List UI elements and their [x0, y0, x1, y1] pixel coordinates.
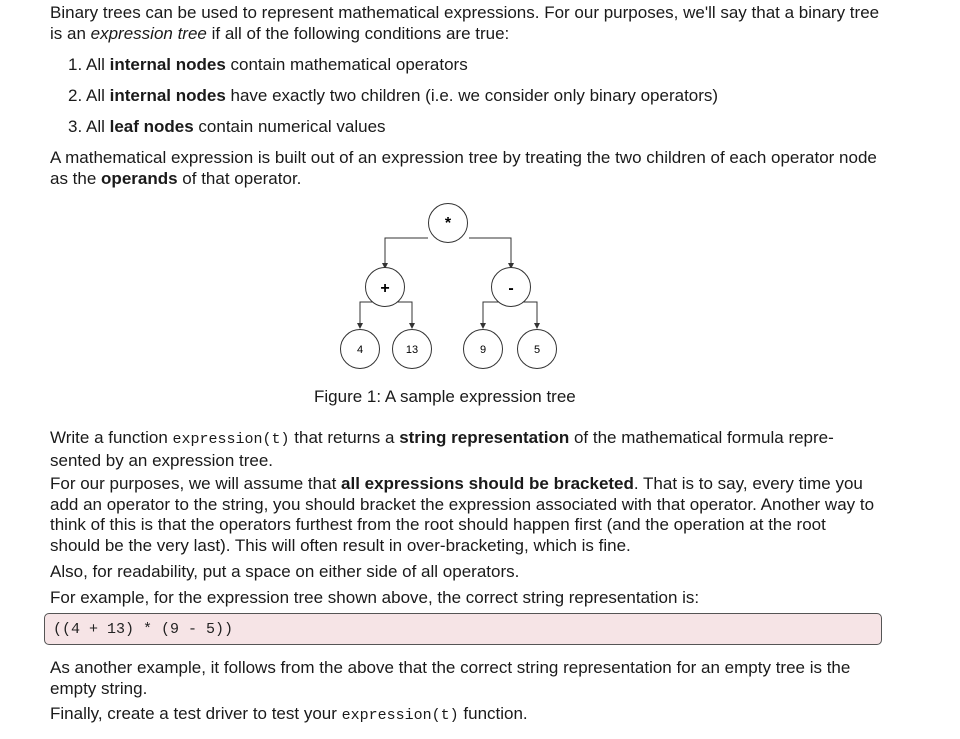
task-text: that returns a [289, 428, 400, 447]
example-code-block [44, 613, 882, 645]
intro-emphasis: expression tree [90, 23, 207, 43]
condition-text: All [85, 86, 110, 105]
condition-bold: internal nodes [109, 55, 226, 74]
final-text-end: function. [458, 704, 528, 723]
tree-node-left [366, 268, 405, 307]
right-operator-label: - [508, 280, 514, 297]
bracket-text: For our purposes, we will assume that [50, 474, 342, 493]
tree-leaf [341, 330, 380, 369]
function-name-code: expression(t) [172, 431, 290, 448]
condition-text: contain mathematical operators [225, 55, 468, 74]
tree-leaf [393, 330, 432, 369]
condition-text: All [85, 117, 110, 136]
figure-caption: Figure 1: A sample expression tree [314, 387, 576, 406]
final-paragraph [50, 704, 880, 727]
final-text: Finally, create a test driver to test your [50, 704, 342, 723]
condition-text: contain numerical values [193, 117, 386, 136]
tree-node-root [429, 204, 468, 243]
task-text-end: of the mathematical formula repre- sented by an expression tree. [50, 428, 834, 470]
leaf-value: 9 [479, 344, 487, 356]
condition-number: 2. [68, 86, 83, 105]
empty-tree-paragraph: As another example, it follows from the above that the correct string representation for an empty tree is the empty string. [50, 658, 851, 698]
bracket-bold: all expressions should be bracketed [341, 474, 634, 493]
tree-leaf [464, 330, 503, 369]
intro-text: Binary trees can be used to represent mathematical expressions. For our purposes, we'll say that a binary tree is an [50, 3, 880, 43]
example-code-text: ((4 + 13) * (9 - 5)) [53, 621, 234, 638]
intro-text-end: if all of the following conditions are true: [206, 23, 510, 43]
leaf-value: 13 [405, 344, 419, 356]
bracket-text-end: . That is to say, every time you add an operator to the string, you should bracket the expression associated with that operator. Another way to think of this is that the operators furthest from the root should happen first (and the operation at the root should be the very last). This will often result in over-bracketing, which is fine. [50, 474, 875, 555]
task-bold: string representation [399, 428, 570, 447]
readability-paragraph: Also, for readability, put a space on either side of all operators. [50, 562, 520, 581]
condition-bold: leaf nodes [109, 117, 194, 136]
condition-number: 3. [68, 117, 83, 136]
function-name-code: expression(t) [341, 707, 459, 724]
condition-item [68, 117, 868, 137]
root-operator-label: * [444, 215, 452, 232]
intro-paragraph [50, 3, 880, 44]
expression-tree-figure [330, 198, 570, 376]
bracket-paragraph [50, 474, 880, 556]
build-bold: operands [101, 168, 178, 188]
build-text: A mathematical expression is built out of an expression tree by treating the two children of each operator node as the [50, 148, 877, 188]
leaf-value: 4 [356, 344, 364, 356]
left-operator-label: + [380, 280, 390, 297]
build-text-end: of that operator. [177, 168, 302, 188]
build-paragraph [50, 148, 880, 189]
condition-number: 1. [68, 55, 83, 74]
example-intro-paragraph: For example, for the expression tree shown above, the correct string representation is: [50, 588, 700, 607]
condition-bold: internal nodes [109, 86, 226, 105]
condition-text: have exactly two children (i.e. we consider only binary operators) [225, 86, 719, 105]
task-text: Write a function [50, 428, 173, 447]
tree-node-right [492, 268, 531, 307]
condition-item [68, 55, 868, 75]
tree-leaf [518, 330, 557, 369]
condition-text: All [85, 55, 110, 74]
leaf-value: 5 [533, 344, 541, 356]
condition-item [68, 86, 868, 106]
task-paragraph [50, 428, 880, 471]
